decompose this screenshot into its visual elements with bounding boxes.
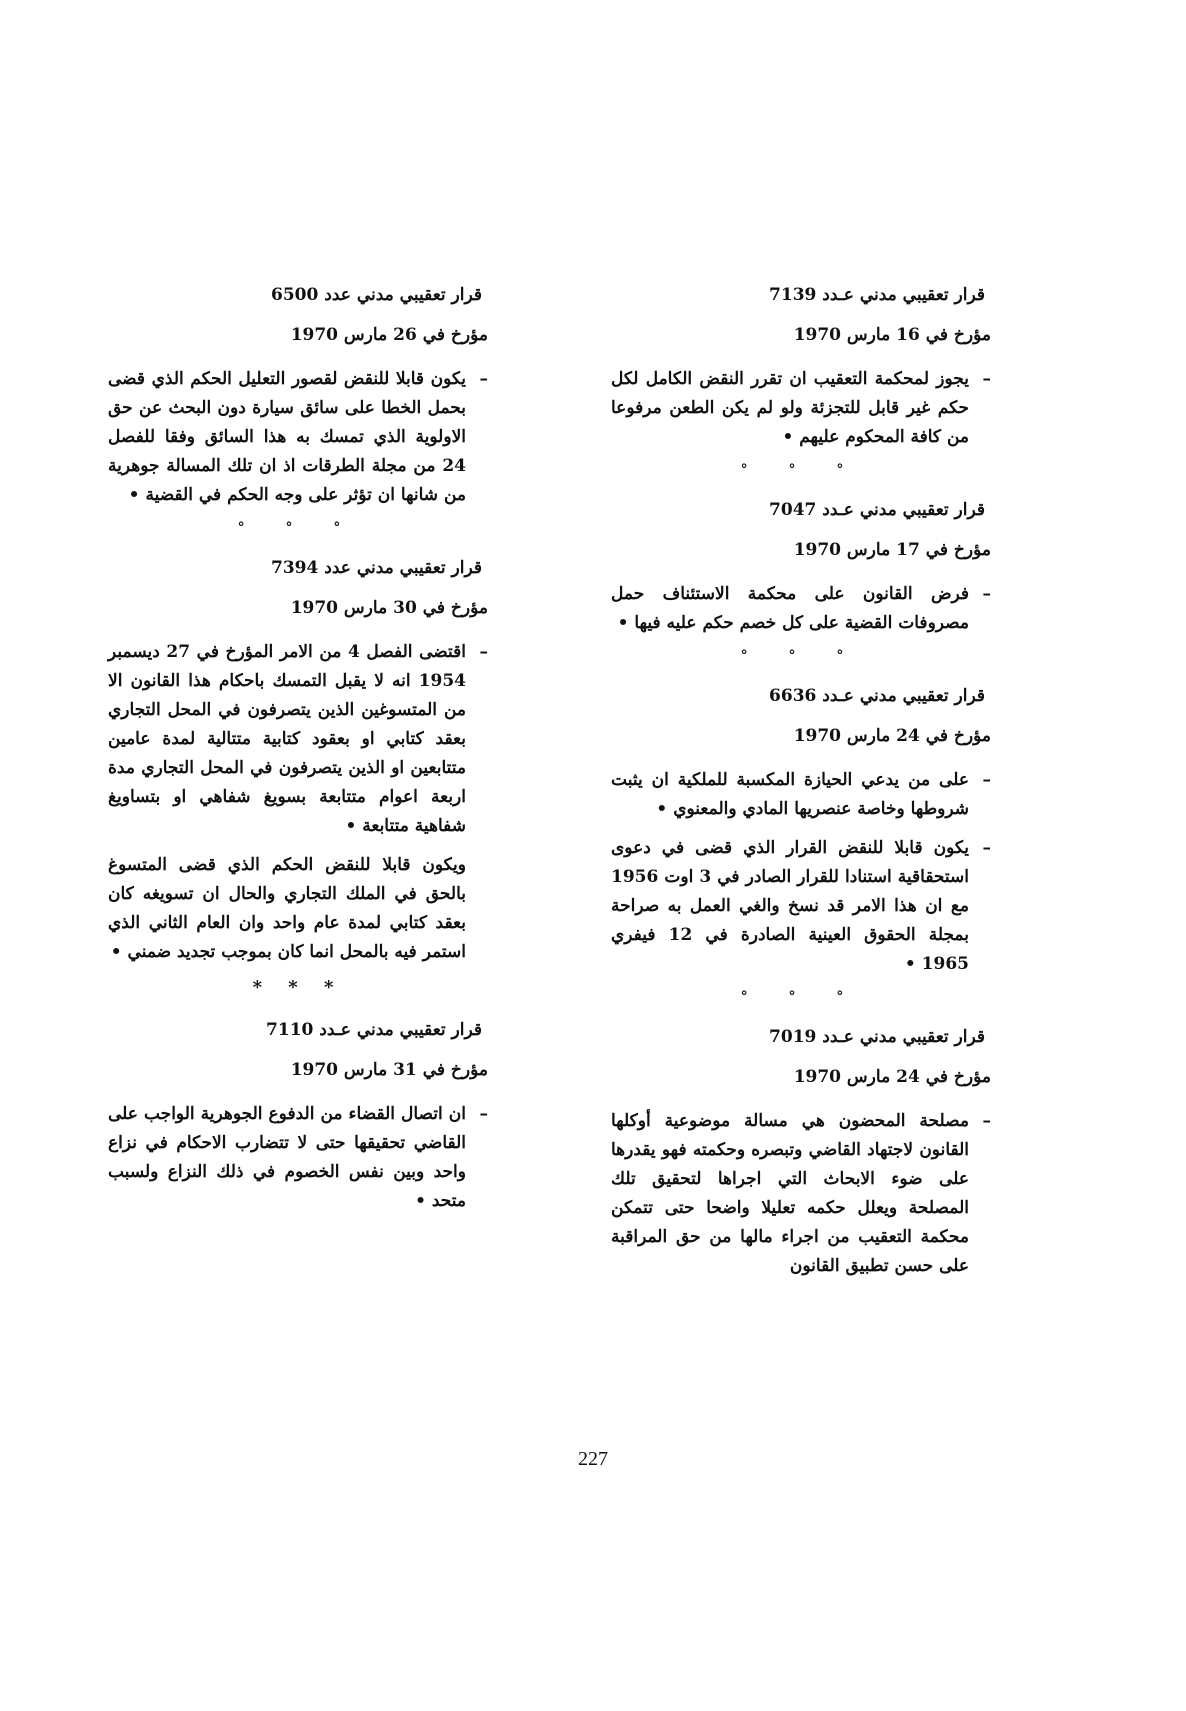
decision-block (611, 500, 991, 664)
section-separator: ° ° ° (740, 989, 862, 1005)
decision-title: قرار تعقيبي مدني عـدد 7139 (769, 285, 985, 305)
decision-date: مؤرخ في 31 مارس 1970 (290, 1060, 488, 1080)
section-separator: ° ° ° (237, 520, 359, 536)
decision-block (611, 285, 991, 478)
decision-paragraph: – يكون قابلا للنقض لقصور التعليل الحكم الذي قضى بحمل الخطا على سائق سيارة دون البحث عن حق الاولوية الذي تمسك به هذا السائق وفقا للفصل 24 من مجلة الطرقات اذ ان تلك المسالة جوهرية من شانها ان تؤثر على وجه الحكم في القضية • (108, 369, 488, 505)
left-column (108, 285, 488, 1226)
decision-paragraph: – فرض القانون على محكمة الاستئناف حمل مصروفات القضية على كل خصم حكم عليه فيها • (611, 584, 991, 633)
section-separator: ° ° ° (740, 462, 862, 478)
decision-block (611, 686, 991, 1005)
decision-title: قرار تعقيبي مدني عـدد 7019 (769, 1027, 985, 1047)
section-separator: * * * (252, 977, 344, 998)
decision-block (611, 1027, 991, 1281)
decision-date: مؤرخ في 24 مارس 1970 (793, 726, 991, 746)
decision-block (108, 285, 488, 536)
decision-paragraph: – ان اتصال القضاء من الدفوع الجوهرية الواجب على القاضي تحقيقها حتى لا تتضارب الاحكام في نزاع واحد وبين نفس الخصوم في ذلك النزاع ولسبب متحد • (108, 1104, 488, 1211)
decision-date: مؤرخ في 16 مارس 1970 (793, 325, 991, 345)
decision-title: قرار تعقيبي مدني عدد 6500 (271, 285, 482, 305)
decision-paragraph: – يكون قابلا للنقض القرار الذي قضى في دعوى استحقاقية استنادا للقرار الصادر في 3 اوت 1956 مع ان هذا الامر قد نسخ والغي العمل به صراحة بمجلة الحقوق العينية الصادرة في 12 فيفري 1965 • (611, 838, 991, 974)
decision-title: قرار تعقيبي مدني عـدد 7110 (266, 1020, 482, 1040)
decision-date: مؤرخ في 30 مارس 1970 (290, 598, 488, 618)
decision-title: قرار تعقيبي مدني عـدد 7047 (769, 500, 985, 520)
decision-date: مؤرخ في 17 مارس 1970 (793, 540, 991, 560)
decision-title: قرار تعقيبي مدني عـدد 6636 (769, 686, 985, 706)
right-column (611, 285, 991, 1291)
decision-date: مؤرخ في 24 مارس 1970 (793, 1067, 991, 1087)
decision-paragraph: – مصلحة المحضون هي مسالة موضوعية أوكلها القانون لاجتهاد القاضي وتبصره وحكمته فهو يقدرها على ضوء الابحاث التي اجراها لتحقيق تلك المصلحة ويعلل حكمه تعليلا واضحا حتى تتمكن محكمة التعقيب من اجراء مالها من حق المراقبة على حسن تطبيق القانون (611, 1111, 991, 1276)
decision-block (108, 558, 488, 998)
page-number: 227 (578, 1448, 608, 1470)
decision-block (108, 1020, 488, 1216)
decision-paragraph: – على من يدعي الحيازة المكسبة للملكية ان يثبت شروطها وخاصة عنصريها المادي والمعنوي • (611, 770, 991, 819)
decision-date: مؤرخ في 26 مارس 1970 (290, 325, 488, 345)
decision-paragraph: – يجوز لمحكمة التعقيب ان تقرر النقض الكامل لكل حكم غير قابل للتجزئة ولو لم يكن الطعن مرفوعا من كافة المحكوم عليهم • (611, 369, 991, 447)
decision-title: قرار تعقيبي مدني عدد 7394 (271, 558, 482, 578)
decision-paragraph: – اقتضى الفصل 4 من الامر المؤرخ في 27 ديسمبر 1954 انه لا يقبل التمسك باحكام هذا القانون الا من المتسوغين الذين يتصرفون في المحل التجاري بعقد كتابي او بعقود كتابية متتالية لمدة عامين متتابعين او الذين يتصرفون في المحل التجاري مدة اربعة اعوام متتابعة بسويغ شفاهي او بتساويغ شفاهية متتابعة • (108, 642, 488, 836)
decision-paragraph: ويكون قابلا للنقض الحكم الذي قضى المتسوغ بالحق في الملك التجاري والحال ان تسويغه كان بعقد كتابي لمدة عام واحد وان العام الثاني الذي استمر فيه بالمحل انما كان بموجب تجديد ضمني • (108, 855, 466, 962)
section-separator: ° ° ° (740, 648, 862, 664)
